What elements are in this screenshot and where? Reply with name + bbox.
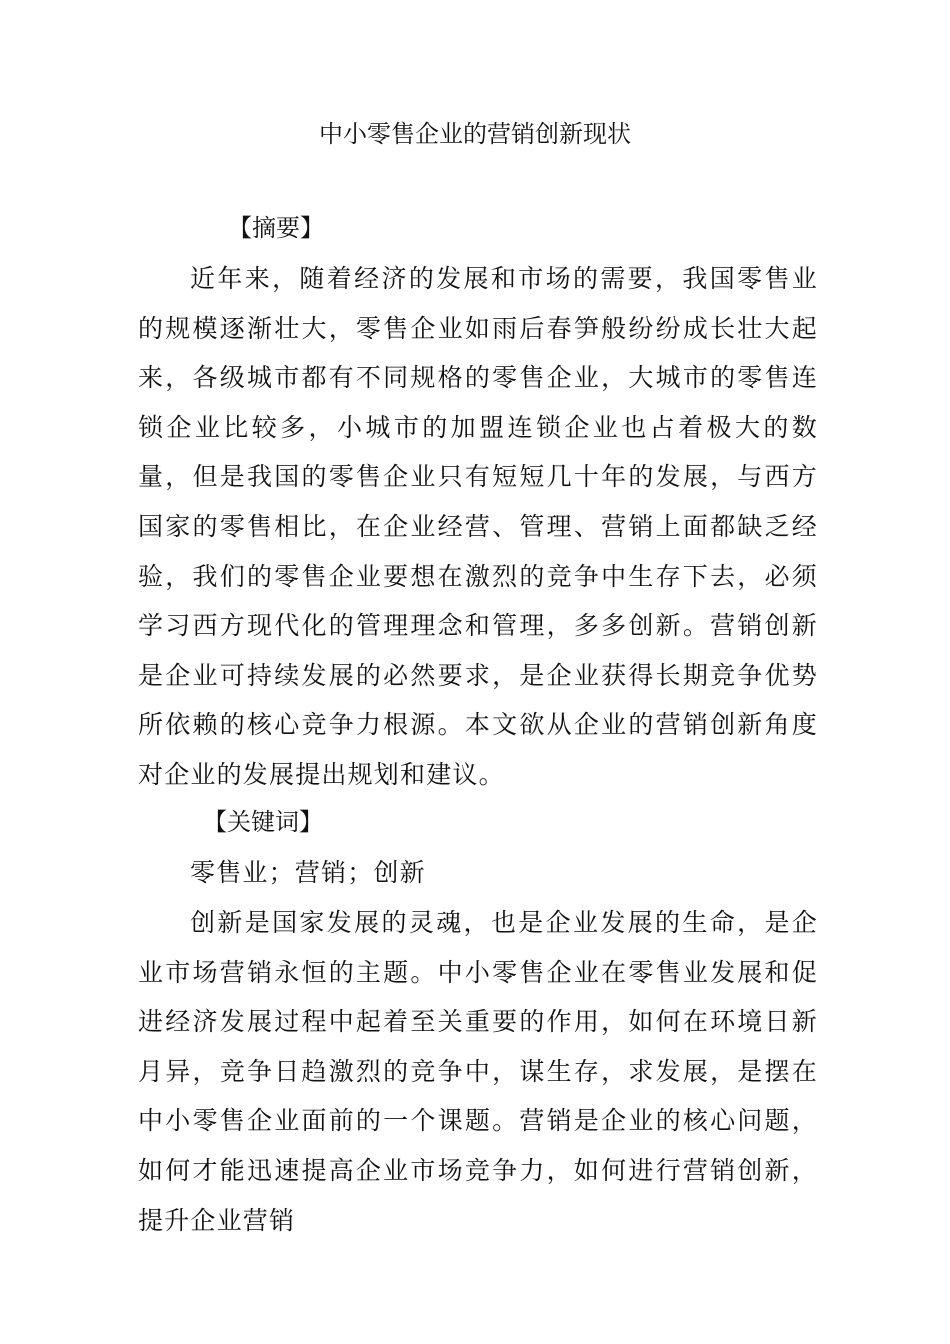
keywords-heading: 【关键词】 [203,808,323,836]
body-paragraph: 创新是国家发展的灵魂，也是企业发展的生命，是企业市场营销永恒的主题。中小零售企业在零售业发展和促进经济发展过程中起着至关重要的作用，如何在环境日新月异，竞争日趋激烈的竞争中，谋生存，求发展，是摆在中小零售企业面前的一个课题。营销是企业的核心问题，如何才能迅速提高企业市场竞争力，如何进行营销创新，提升企业营销 [138,908,818,1235]
document-title: 中小零售企业的营销创新现状 [319,120,631,148]
keywords-paragraph: 零售业；营销；创新 [190,858,426,887]
abstract-heading: 【摘要】 [228,214,324,242]
abstract-paragraph: 近年来，随着经济的发展和市场的需要，我国零售业的规模逐渐壮大，零售企业如雨后春笋般纷纷成长壮大起来，各级城市都有不同规格的零售企业，大城市的零售连锁企业比较多，小城市的加盟连锁企业也占着极大的数量，但是我国的零售企业只有短短几十年的发展，与西方国家的零售相比，在企业经营、管理、营销上面都缺乏经验，我们的零售企业要想在激烈的竞争中生存下去，必须学习西方现代化的管理理念和管理，多多创新。营销创新是企业可持续发展的必然要求，是企业获得长期竞争优势所依赖的核心竞争力根源。本文欲从企业的营销创新角度对企业的发展提出规划和建议。 [138,264,818,789]
